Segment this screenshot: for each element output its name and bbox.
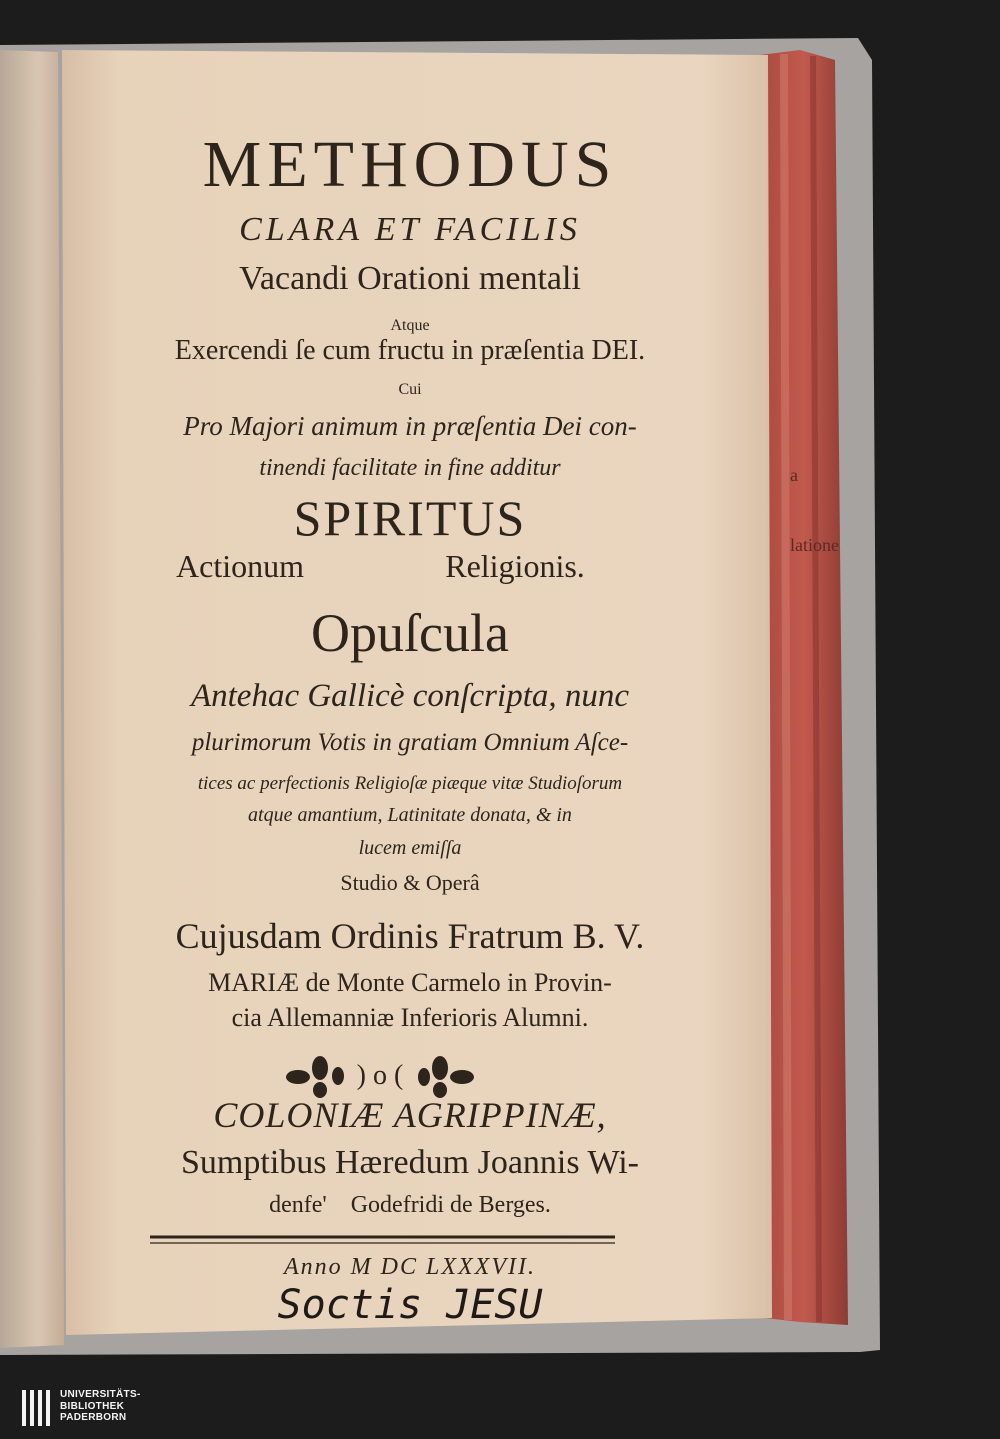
logo-line-1: UNIVERSITÄTS-	[60, 1389, 141, 1400]
ornament-mid: ) o (	[356, 1060, 404, 1091]
line-sumptibus: Sumptibus Hæredum Joannis Wi-	[181, 1144, 639, 1181]
logo-line-2: BIBLIOTHEK	[60, 1400, 125, 1412]
logo-line-3: PADERBORN	[60, 1412, 127, 1423]
line-plurimorum: plurimorum Votis in gratiam Omnium Aſce-	[191, 729, 629, 756]
subtitle: CLARA ET FACILIS	[239, 211, 581, 248]
line-studio: Studio & Operâ	[340, 870, 480, 895]
title: METHODUS	[202, 128, 618, 201]
line-tices: tices ac perfectionis Religioſæ piæque vitæ Studioſorum	[197, 773, 623, 794]
line-actionum: Actionum	[176, 548, 304, 584]
line-opuscula: Opuſcula	[311, 603, 509, 663]
line-tinendi: tinendi facilitate in fine additur	[259, 455, 561, 481]
handwritten-note: Soctis JESU	[277, 1282, 543, 1328]
line-atque: Atque	[390, 317, 430, 334]
line-coloniae: COLONIÆ AGRIPPINÆ,	[213, 1095, 607, 1135]
line-cujusdam: Cujusdam Ordinis Fratrum B. V.	[175, 916, 645, 956]
line-denfe: denfe' Godefridi de Berges.	[269, 1192, 551, 1218]
fore-edge	[760, 50, 848, 1325]
line-cui: Cui	[398, 381, 422, 398]
line-antehac: Antehac Gallicè conſcripta, nunc	[190, 678, 630, 714]
line-exercendi: Exercendi ſe cum fructu in præſentia DEI.	[174, 335, 646, 366]
left-page	[0, 50, 64, 1348]
line-spiritus: SPIRITUS	[293, 490, 527, 546]
library-logo-text	[60, 1389, 180, 1424]
line-anno: Anno M DC LXXXVII.	[284, 1254, 536, 1280]
line-atque-amantium: atque amantium, Latinitate donata, & in	[248, 804, 572, 826]
line-religionis: Religionis.	[445, 548, 585, 584]
line-vacandi: Vacandi Orationi mentali	[239, 260, 581, 297]
line-lucem: lucem emiſſa	[358, 837, 462, 859]
fore-edge-marks: a latione	[790, 465, 839, 555]
line-pro-majori: Pro Majori animum in præſentia Dei con-	[183, 411, 637, 441]
line-mariae: MARIÆ de Monte Carmelo in Provin-	[208, 968, 612, 997]
line-cia: cia Allemanniæ Inferioris Alumni.	[231, 1003, 589, 1032]
